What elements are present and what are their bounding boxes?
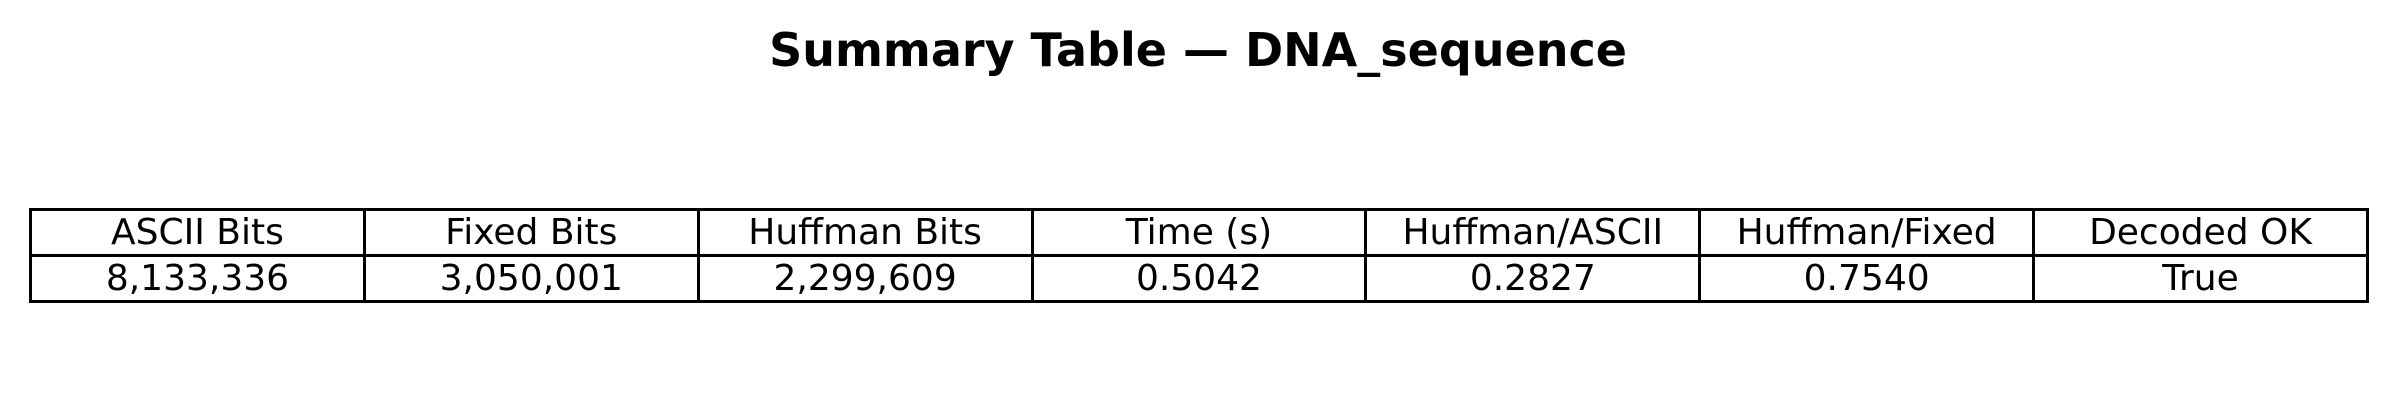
table-cell: 8,133,336 [31, 256, 365, 302]
summary-table [29, 208, 2369, 303]
column-header: Fixed Bits [364, 210, 698, 256]
table-cell: 0.7540 [1700, 256, 2034, 302]
column-header: Decoded OK [2034, 210, 2368, 256]
chart-title: Summary Table — DNA_sequence [769, 23, 1627, 77]
column-header: Huffman/ASCII [1366, 210, 1700, 256]
table-row [31, 256, 2368, 302]
table-cell: True [2034, 256, 2368, 302]
column-header: ASCII Bits [31, 210, 365, 256]
table-cell: 0.5042 [1032, 256, 1366, 302]
column-header: Huffman/Fixed [1700, 210, 2034, 256]
table-cell: 3,050,001 [364, 256, 698, 302]
table-header-row [31, 210, 2368, 256]
table-cell: 2,299,609 [698, 256, 1032, 302]
table-cell: 0.2827 [1366, 256, 1700, 302]
column-header: Huffman Bits [698, 210, 1032, 256]
column-header: Time (s) [1032, 210, 1366, 256]
